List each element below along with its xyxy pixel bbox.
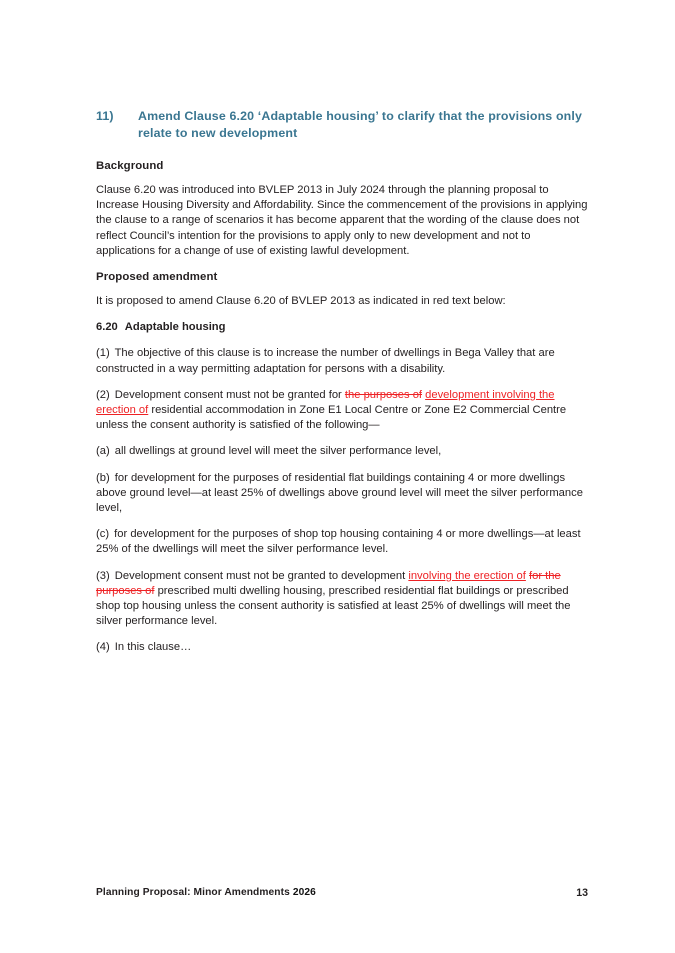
background-heading: Background: [96, 160, 164, 172]
subclause-2-text-after: residential accommodation in Zone E1 Local Centre or Zone E2 Commercial Centre unless the consent authority is satisfied of the following—: [96, 404, 567, 432]
subclause-1-label: (1): [96, 347, 110, 360]
subclause-3-deleted-text: for the purposes of: [96, 569, 561, 597]
subclause-a: [96, 444, 588, 459]
footer-title: Planning Proposal: Minor Amendments: [96, 887, 290, 898]
clause-number: 6.20: [96, 321, 118, 334]
subclause-b-label: (b): [96, 471, 110, 484]
subclause-3-inserted-text: involving the erection of: [408, 569, 526, 582]
clause-title: Adaptable housing: [124, 321, 226, 334]
page-content: [96, 108, 588, 667]
subclause-c-label: (c): [96, 528, 110, 541]
subclause-1: [96, 346, 588, 376]
item-heading-text: Amend Clause 6.20 ‘Adaptable housing’ to clarify that the provisions only relate to new development: [138, 109, 583, 140]
item-number: 11): [96, 109, 114, 123]
page-number: 13: [576, 887, 588, 899]
subclause-2-deleted-text: the purposes of: [344, 388, 423, 401]
subclause-b-text: for development for the purposes of residential flat buildings containing 4 or more dwellings above ground level—at least 25% of dwellings above ground level will meet the silver performance level,: [96, 471, 583, 515]
subclause-3-text-before: Development consent must not be granted to development: [114, 569, 406, 582]
subclause-3-label: (3): [96, 569, 110, 582]
page-footer: [96, 887, 588, 903]
subclause-2: [96, 388, 588, 434]
subclause-2-inserted-text: development involving the erection of: [96, 388, 555, 417]
subclause-c: [96, 527, 588, 557]
proposed-amendment-paragraph: It is proposed to amend Clause 6.20 of BVLEP 2013 as indicated in red text below:: [96, 295, 506, 308]
subclause-3-text-after: prescribed multi dwelling housing, prescribed residential flat buildings or prescribed shop top housing unless the consent authority is satisfied at least 25% of dwellings will meet the silver performance level.: [96, 584, 571, 628]
subclause-4-label: (4): [96, 641, 110, 654]
proposed-amendment-heading: Proposed amendment: [96, 271, 218, 284]
subclause-4-text: In this clause…: [114, 641, 192, 654]
background-paragraph: Clause 6.20 was introduced into BVLEP 2013 in July 2024 through the planning proposal to Increase Housing Diversity and Affordability. Since the commencement of the provisions in applying the clause to a range of scenarios it has become apparent that the wording of the clause does not reflect Council’s intention for the provisions to apply only to new development and not to applications for a change of use of existing lawful development.: [96, 184, 588, 257]
subclause-b: [96, 471, 588, 517]
subclause-1-text: The objective of this clause is to increase the number of dwellings in Bega Valley that are constructed in a way permitting adaptation for persons with a disability.: [96, 347, 555, 375]
item-heading: [96, 108, 588, 141]
subclause-2-text-before: Development consent must not be granted for: [114, 388, 342, 401]
clause-heading: [96, 320, 588, 335]
footer-year: 2026: [292, 887, 316, 898]
subclause-a-label: (a): [96, 445, 110, 458]
subclause-2-label: (2): [96, 388, 110, 401]
subclause-a-text: all dwellings at ground level will meet the silver performance level,: [114, 445, 442, 458]
subclause-3: [96, 569, 588, 630]
footer-title-block: [96, 887, 316, 898]
subclause-4: [96, 640, 588, 655]
subclause-c-text: for development for the purposes of shop top housing containing 4 or more dwellings—at least 25% of the dwellings will meet the silver performance level.: [96, 528, 581, 556]
